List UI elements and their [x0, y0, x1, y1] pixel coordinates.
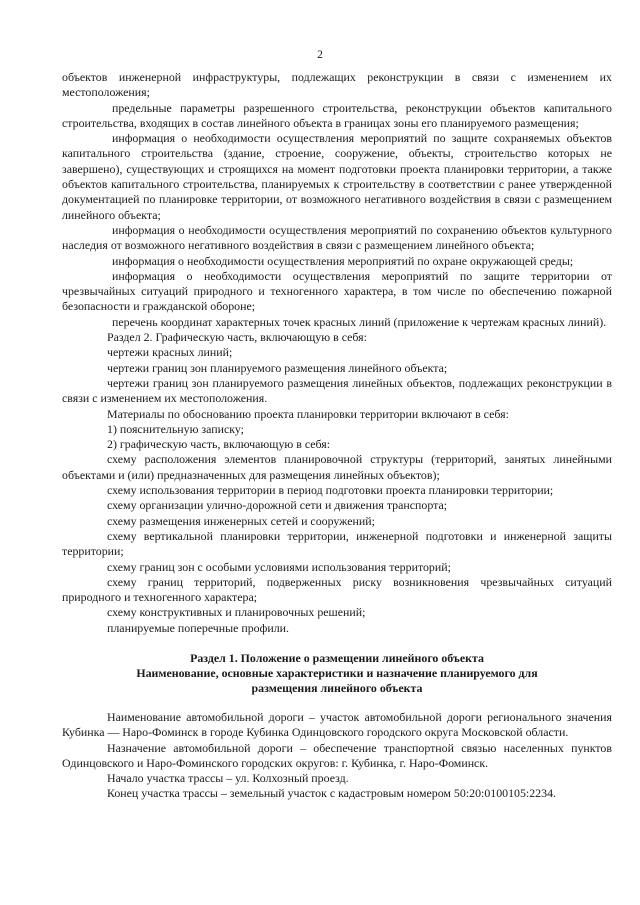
paragraph: Наименование автомобильной дороги – участок автомобильной дороги регионального значения Кубинка — Наро-Фоминск в городе Кубинка Одинцовского городского округа Московской области. — [62, 709, 612, 740]
paragraph: схему размещения инженерных сетей и сооружений; — [107, 513, 375, 528]
paragraph: Назначение автомобильной дороги – обеспечение транспортной связью населенных пунктов Одинцовского и Наро-Фоминского городских округов: г. Кубинка, г. Наро-Фоминск. — [62, 740, 612, 770]
section-title-line: размещения линейного объекта — [251, 680, 423, 695]
spacer — [62, 696, 612, 710]
paragraph: чертежи границ зон планируемого размещения линейных объектов, подлежащих реконструкции в связи с изменением их местоположения. — [62, 375, 612, 406]
paragraph: информация о необходимости осуществления мероприятий по сохранению объектов культурного наследия от возможного негативного воздействия в связи с размещением линейного объекта; — [62, 222, 612, 253]
paragraph: информация о необходимости осуществления мероприятий по охране окружающей среды; — [112, 253, 574, 268]
paragraph: чертежи границ зон планируемого размещения линейного объекта; — [107, 360, 448, 375]
paragraph: схему границ территорий, подверженных риску возникновения чрезвычайных ситуаций природного и техногенного характера; — [62, 574, 612, 605]
paragraph: планируемые поперечные профили. — [107, 620, 289, 635]
paragraph: объектов инженерной инфраструктуры, подлежащих реконструкции в связи с изменением их местоположения; — [62, 70, 612, 100]
document-body — [62, 70, 612, 802]
paragraph: схему расположения элементов планировочной структуры (территорий, занятых линейными объектами и (или) предназначенных для размещения линейных объектов); — [62, 452, 612, 482]
paragraph: схему вертикальной планировки территории, инженерной подготовки и инженерной защиты территории; — [62, 528, 612, 559]
paragraph: информация о необходимости осуществления мероприятий по защите сохраняемых объектов капитального строительства (здание, строение, сооружение, объекты, строительство которых не завершено), существующих и строящихся на момент подготовки проекта планировки территории, а также объектов капитального строительства, планируемых к строительству в соответствии с ранее утвержденной документацией по планировке территории, от возможного негативного воздействия в связи с размещением линейного объекта; — [62, 131, 612, 222]
paragraph: информация о необходимости осуществления мероприятий по защите территории от чрезвычайных ситуаций природного и техногенного характера, в том числе по обеспечению пожарной безопасности и гражданской обороне; — [62, 268, 612, 314]
paragraph: чертежи красных линий; — [107, 345, 233, 360]
paragraph: перечень координат характерных точек красных линий (приложение к чертежам красных линий). — [112, 314, 607, 329]
paragraph: схему границ зон с особыми условиями использования территорий; — [107, 559, 451, 574]
paragraph: Раздел 2. Графическую часть, включающую в себя: — [107, 330, 367, 345]
paragraph: схему использования территории в период подготовки проекта планировки территории; — [107, 483, 554, 498]
paragraph: Материалы по обоснованию проекта планировки территории включают в себя: — [107, 406, 509, 421]
paragraph: Начало участка трассы – ул. Колхозный проезд. — [107, 771, 349, 786]
page-number: 2 — [317, 49, 323, 61]
paragraph: схему организации улично-дорожной сети и движения транспорта; — [107, 498, 448, 513]
paragraph: предельные параметры разрешенного строительства, реконструкции объектов капитального строительства, входящих в состав линейного объекта в границах зоны его планируемого размещения; — [62, 100, 612, 130]
section-heading — [62, 651, 612, 696]
paragraph: схему конструктивных и планировочных решений; — [107, 605, 366, 620]
paragraph: 2) графическую часть, включающую в себя: — [107, 437, 331, 452]
paragraph: 1) пояснительную записку; — [107, 421, 244, 436]
section-title-line: Раздел 1. Положение о размещении линейного объекта — [190, 650, 484, 665]
paragraph: Конец участка трассы – земельный участок с кадастровым номером 50:20:0100105:2234. — [107, 786, 556, 801]
section-title-line: Наименование, основные характеристики и назначение планируемого для — [136, 665, 538, 680]
